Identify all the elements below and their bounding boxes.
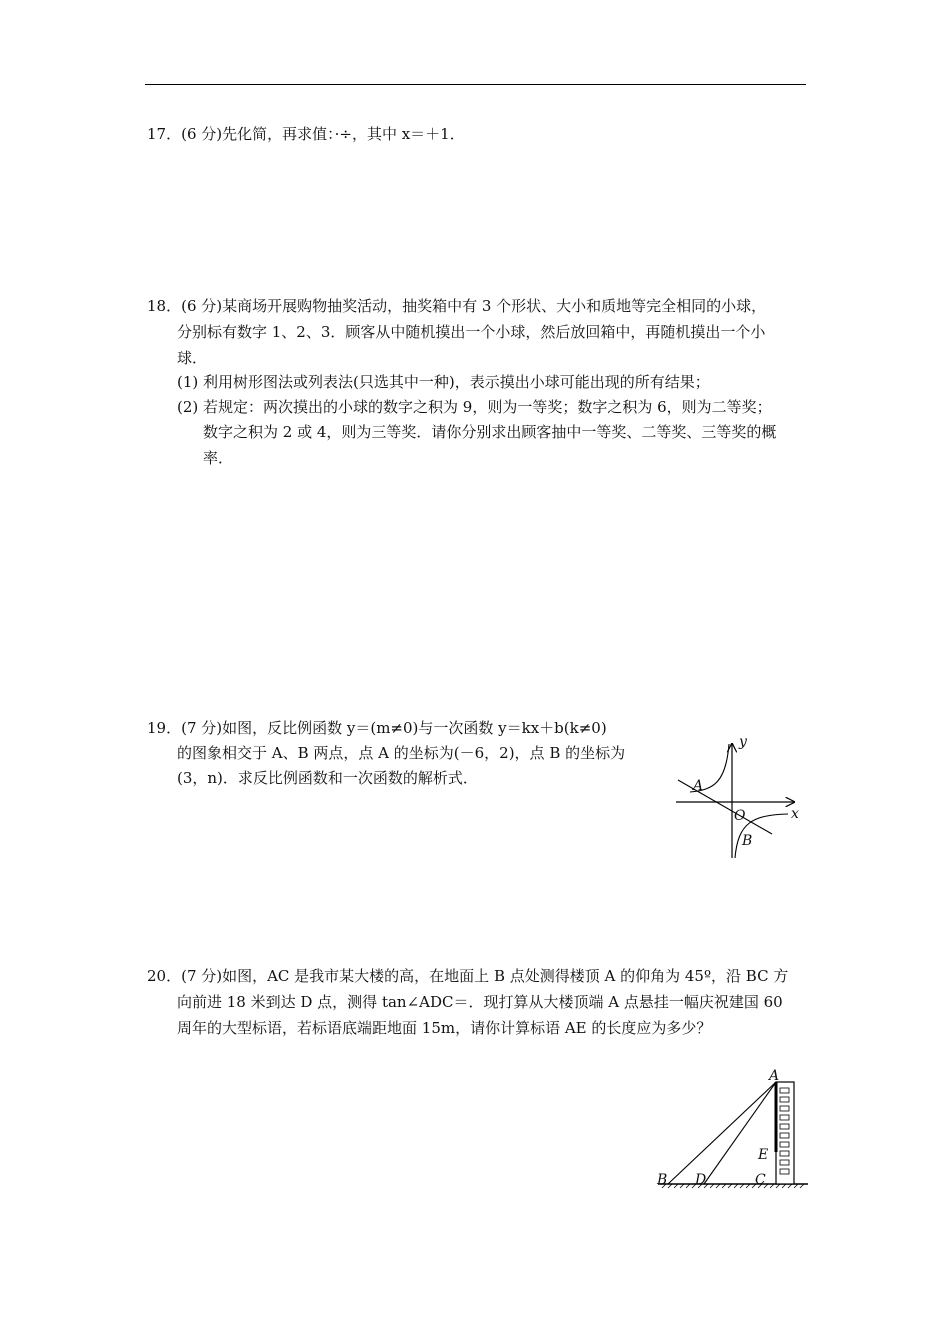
q19-figure bbox=[668, 728, 808, 863]
q18-line-7: 率． bbox=[203, 449, 234, 467]
label-x: x bbox=[791, 806, 799, 822]
q20-line-1: 20．(7 分)如图，AC 是我市某大楼的高，在地面上 B 点处测得楼顶 A 的仰角为 45º，沿 BC 方 bbox=[147, 967, 789, 985]
label-A: A bbox=[693, 778, 704, 794]
q18-line-1: 18．(6 分)某商场开展购物抽奖活动，抽奖箱中有 3 个形状、大小和质地等完全相同的小球， bbox=[147, 297, 767, 315]
q18-line-2: 分别标有数字 1、2、3．顾客从中随机摸出一个小球，然后放回箱中，再随机摸出一个小 bbox=[177, 323, 766, 341]
q18-line-4: (1) 利用树形图法或列表法(只选其中一种)，表示摸出小球可能出现的所有结果； bbox=[177, 373, 710, 391]
label-A: A bbox=[769, 1068, 780, 1084]
sight-line-DA bbox=[704, 1082, 776, 1184]
q17-line-1: 17．(6 分)先化简，再求值：·÷，其中 x＝＋1． bbox=[147, 125, 465, 143]
sight-line-BA bbox=[668, 1082, 776, 1184]
label-C: C bbox=[755, 1172, 766, 1188]
label-O: O bbox=[734, 808, 746, 824]
header-rule bbox=[145, 84, 806, 85]
q18-line-6: 数字之积为 2 或 4，则为三等奖．请你分别求出顾客抽中一等奖、二等奖、三等奖的概 bbox=[203, 423, 777, 441]
q20-figure bbox=[648, 1064, 812, 1194]
q20-line-2: 向前进 18 米到达 D 点，测得 tan∠ADC＝．现打算从大楼顶端 A 点悬挂一幅庆祝建国 60 bbox=[177, 993, 783, 1011]
q19-line-3: (3，n)．求反比例函数和一次函数的解析式． bbox=[177, 769, 478, 787]
label-E: E bbox=[758, 1147, 769, 1163]
q18-line-5: (2) 若规定：两次摸出的小球的数字之积为 9，则为一等奖；数字之积为 6，则为二等奖； bbox=[177, 398, 772, 416]
label-B: B bbox=[657, 1172, 668, 1188]
q20-line-3: 周年的大型标语，若标语底端距地面 15m，请你计算标语 AE 的长度应为多少？ bbox=[177, 1019, 712, 1037]
q18-line-3: 球． bbox=[177, 349, 208, 367]
q19-line-2: 的图象相交于 A、B 两点，点 A 的坐标为(－6，2)，点 B 的坐标为 bbox=[177, 744, 626, 762]
label-D: D bbox=[695, 1172, 707, 1188]
label-B: B bbox=[742, 833, 753, 849]
label-y: y bbox=[739, 734, 747, 750]
q19-line-1: 19．(7 分)如图，反比例函数 y＝(m≠0)与一次函数 y＝kx＋b(k≠0) bbox=[147, 719, 607, 737]
